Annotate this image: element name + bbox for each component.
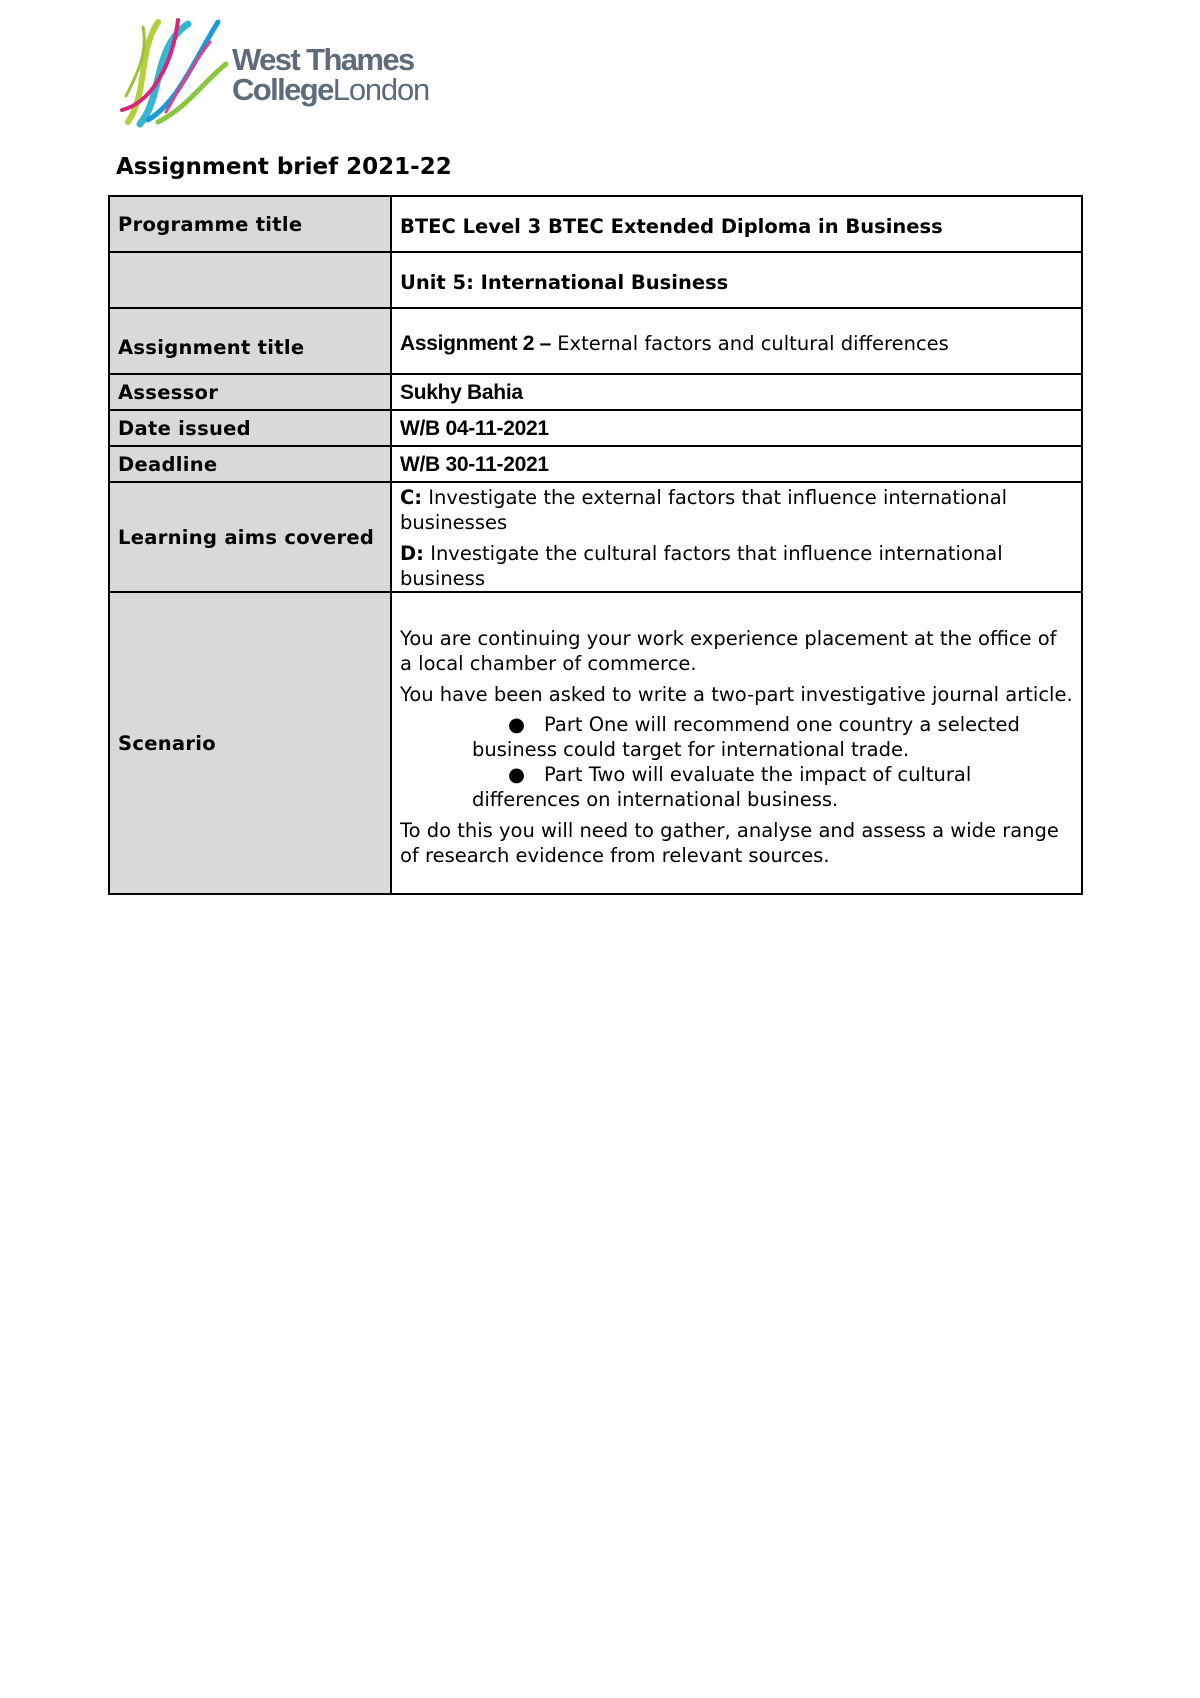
logo-swirl-icon	[118, 12, 230, 130]
learning-aim-code: C:	[400, 485, 423, 509]
table-row-scenario	[109, 592, 1082, 894]
assessor-label: Assessor	[109, 374, 391, 410]
deadline-text: W/B 30-11-2021	[400, 452, 549, 476]
logo-text-college: College	[232, 72, 333, 107]
table-row-learning-aims	[109, 482, 1082, 592]
bullet-icon: ●	[508, 713, 526, 736]
deadline-label: Deadline	[109, 446, 391, 482]
scenario-bullet-item	[400, 712, 1073, 762]
unit-text: Unit 5: International Business	[400, 270, 729, 294]
learning-aim-code: D:	[400, 541, 424, 565]
page-title: Assignment brief 2021-22	[116, 154, 452, 180]
deadline-value	[391, 446, 1082, 482]
college-logo	[118, 12, 430, 132]
table-row-assessor	[109, 374, 1082, 410]
scenario-label: Scenario	[109, 592, 391, 894]
learning-aim-text: Investigate the cultural factors that influence international business	[400, 541, 1003, 590]
assessor-value	[391, 374, 1082, 410]
scenario-bullet-list	[400, 712, 1073, 812]
table-row-deadline	[109, 446, 1082, 482]
learning-aim-text: Investigate the external factors that influence international businesses	[400, 485, 1008, 534]
learning-aim-d	[400, 541, 1073, 591]
scenario-bullet-item	[400, 762, 1073, 812]
scenario-paragraph: You have been asked to write a two-part investigative journal article.	[400, 683, 1073, 706]
programme-title-label: Programme title	[109, 196, 391, 252]
assignment-brief-table	[108, 195, 1083, 895]
learning-aim-c	[400, 485, 1073, 535]
table-row-date-issued	[109, 410, 1082, 446]
unit-label	[109, 252, 391, 308]
assignment-title-value	[391, 308, 1082, 374]
assessor-name: Sukhy Bahia	[400, 380, 523, 404]
table-row-unit	[109, 252, 1082, 308]
bullet-text: Part Two will evaluate the impact of cultural differences on international business.	[472, 763, 972, 811]
table-row-assignment	[109, 308, 1082, 374]
bullet-text: Part One will recommend one country a selected business could target for international trade.	[472, 713, 1020, 761]
unit-value	[391, 252, 1082, 308]
learning-aims-value	[391, 482, 1082, 592]
learning-aims-label: Learning aims covered	[109, 482, 391, 592]
scenario-paragraph: You are continuing your work experience placement at the office of a local chamber of commerce.	[400, 627, 1057, 675]
logo-text-line2	[232, 72, 429, 108]
scenario-paragraph: To do this you will need to gather, analyse and assess a wide range of research evidence from relevant sources.	[400, 819, 1059, 867]
table-row-programme	[109, 196, 1082, 252]
programme-title-text: BTEC Level 3 BTEC Extended Diploma in Business	[400, 214, 943, 238]
programme-title-value	[391, 196, 1082, 252]
assignment-topic: External factors and cultural differences	[551, 331, 949, 355]
assignment-title-label: Assignment title	[109, 308, 391, 374]
logo-text-london: London	[332, 72, 430, 107]
assignment-number: Assignment 2 –	[400, 331, 552, 355]
scenario-value	[391, 592, 1082, 894]
date-issued-text: W/B 04-11-2021	[400, 416, 549, 440]
date-issued-value	[391, 410, 1082, 446]
date-issued-label: Date issued	[109, 410, 391, 446]
bullet-icon: ●	[508, 763, 526, 786]
logo-text-line1: West Thames	[232, 42, 414, 77]
